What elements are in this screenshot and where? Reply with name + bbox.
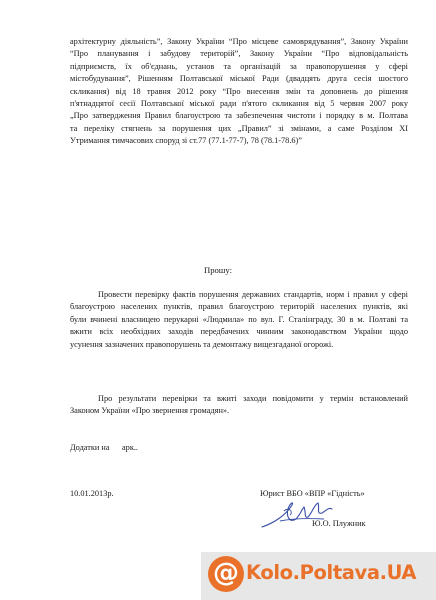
- text-line: Законом України «Про звернення громадян».: [70, 406, 230, 416]
- text-line: усунення зазначених правопорушень та демонтажу вищезгаданої огорожі.: [70, 339, 334, 349]
- document-date: 10.01.2013р.: [70, 489, 114, 498]
- text-line: вжити всіх необхідних заходів передбачених чинним законодавством України щодо: [70, 327, 408, 337]
- text-line: п'ятнадцятої сесії Полтавської міської ради п'ятого скликання від 5 червня 2007 року: [70, 99, 408, 109]
- paragraph-results: [70, 393, 408, 418]
- at-icon: @: [213, 558, 239, 588]
- paragraph-laws-text: [70, 36, 408, 148]
- text-line: містобудування”, Рішенням Полтавської міської Ради (двадцять друга сесія шостого: [70, 74, 408, 84]
- request-heading: Прошу:: [204, 265, 232, 275]
- paragraph-results-text: [70, 393, 408, 418]
- watermark-text: Kolo.Poltava.UA: [246, 561, 417, 584]
- text-line: Утримання тимчасових споруд зі ст.77 (77.1-77-7), 78 (78.1-78.6)”: [70, 136, 302, 146]
- text-line: та переліку стягнень за порушення цих „Правил” зі змінами, а саме Розділом ХІ: [70, 123, 408, 133]
- text-line: підприємств, їх об'єднань, установ та організацій за правопорушення у сфері: [70, 61, 408, 71]
- signer-title: Юрист ВБО «ВПР «Гідність»: [260, 489, 365, 498]
- paragraph-request: [70, 289, 408, 351]
- text-line: “Про планування і забудову територій”, Закону України “Про відповідальність: [70, 49, 408, 59]
- paragraph-laws: [70, 36, 408, 148]
- text-line: Провести перевірку фактів порушення державних стандартів, норм і правил у сфері: [98, 290, 408, 299]
- paragraph-request-text: [70, 289, 408, 351]
- text-line: Про результати перевірки та вжиті заходи повідомити у термін встановлений: [98, 394, 408, 403]
- text-line: скликання) від 18 травня 2012 року “Про внесення змін та доповнень до рішення: [70, 86, 408, 96]
- text-line: були вчинені власницею перукарні «Людмила» по вул. Г. Сталінграду, 30 в м. Полтаві та: [70, 314, 408, 324]
- text-line: архітектурну діяльність”, Закону України “Про місцеве самоврядування”, Закону України: [70, 37, 408, 46]
- text-line: „Про затвердження Правил благоустрою та забезпечення чистоти і порядку в м. Полтава: [70, 111, 408, 121]
- signer-name: Ю.О. Плужник: [312, 519, 366, 528]
- attachments-line: Додатки на арк..: [70, 443, 139, 452]
- text-line: благоустрою населених пунктів, правил благоустрою територій населених пунктів, які: [70, 302, 408, 312]
